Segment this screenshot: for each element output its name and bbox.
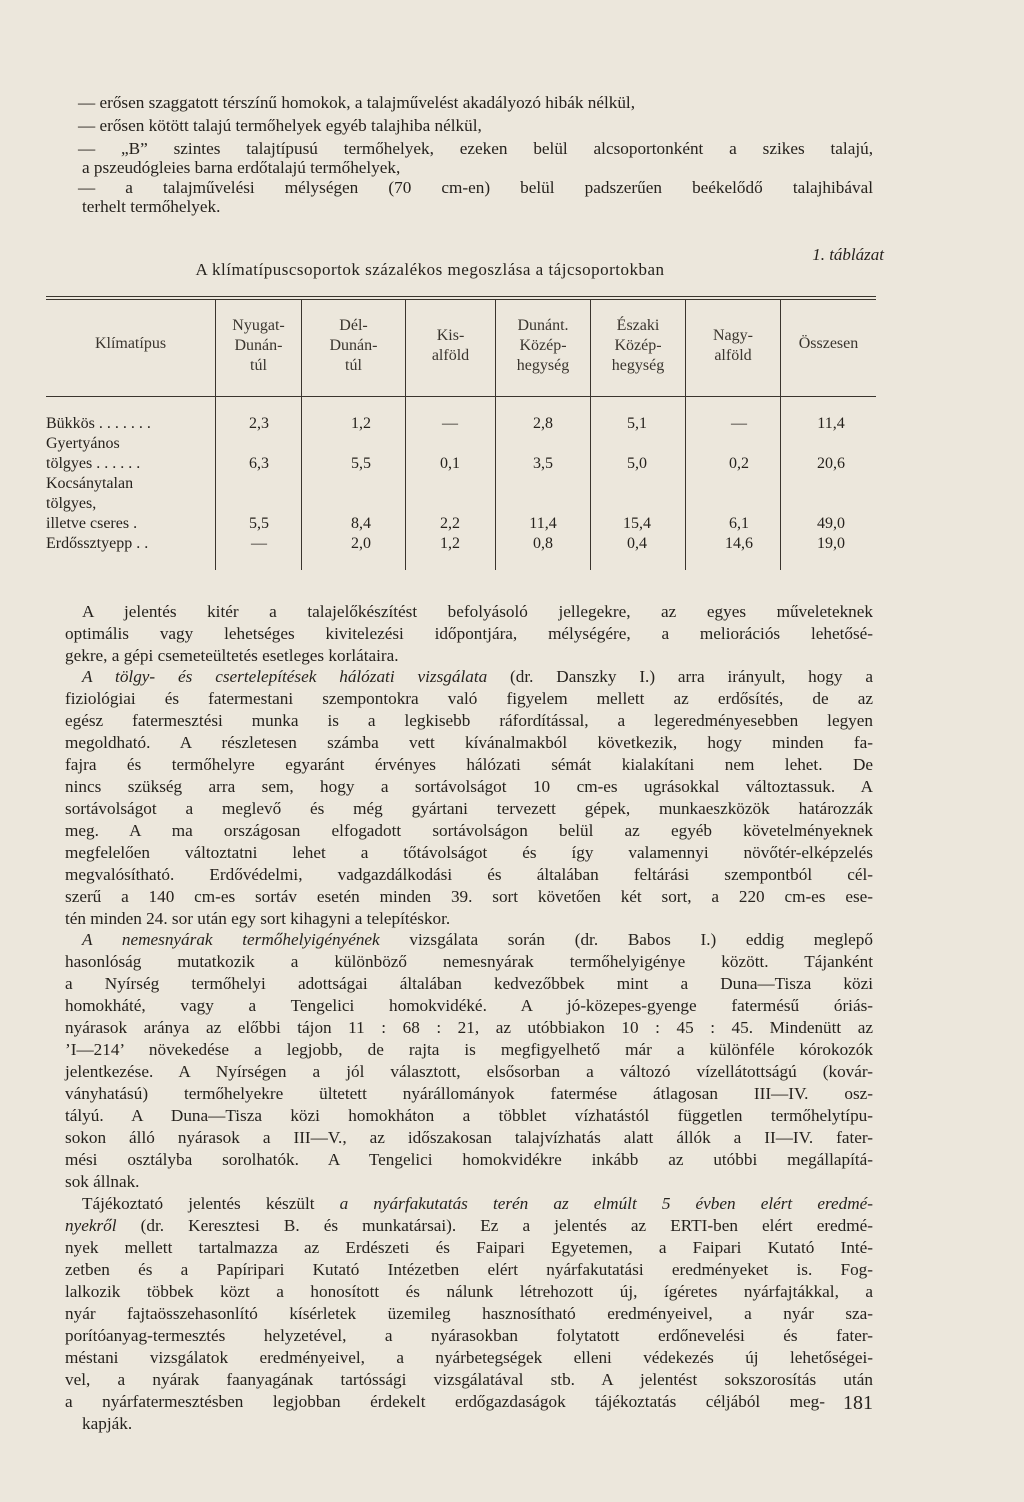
table-cell: 6,1 <box>729 515 749 532</box>
table-cell: 6,3 <box>249 455 269 472</box>
table-top-rule <box>46 296 876 297</box>
body-line: porítóanyag-termesztés helyzetével, a nyárasokban folytatott erdőnevelési és fater- <box>65 1326 873 1345</box>
body-line: megvalósítható. Erdővédelmi, vadgazdálkodási és általában feltárási szempontból cél- <box>65 865 873 884</box>
row-label: tölgyes, <box>46 495 97 512</box>
body-line-lead-2: nyekről (dr. Keresztesi B. és munkatársai). Ez a jelentés az ERTI-ben elért eredmé- <box>65 1216 873 1235</box>
row-label: illetve cseres . <box>46 515 138 532</box>
body-line: vel, a nyárak faanyagának tartóssági vizsgálatával stb. A jelentést sokszorosítás után <box>65 1370 873 1389</box>
body-line: szerű a 140 cm-es sortáv esetén minden 39. sort követően két sort, a 220 cm-es ese- <box>65 887 873 906</box>
body-line-lead: A tölgy- és cserteleрítések hálózati vizsgálata (dr. Danszky I.) arra irányult, hogy a <box>82 667 873 686</box>
table-title: A klímatípuscsoportok százalékos megoszlása a tájcsoportokban <box>195 260 665 279</box>
table-cell: 2,3 <box>249 415 269 432</box>
body-line: nyár fajtaösszehasonlító kísérletek üzemileg hasznosítható eredményeivel, a nyár sza- <box>65 1304 873 1323</box>
intro-line: a pszeudógleies barna erdőtalajú termőhelyek, <box>82 158 401 177</box>
body-line: A jelentés kitér a talajelőkészítést befolyásoló jellegekre, az egyes műveleteknek <box>82 602 873 621</box>
table-cell: 0,8 <box>533 535 553 552</box>
table-cell: — <box>442 415 458 432</box>
italic-title: A tölgy- és cserteleрítések hálózati vizsgálata <box>82 667 488 686</box>
table-cell: 15,4 <box>623 515 651 532</box>
header-nagyalfold: Nagy- alföld <box>713 327 753 364</box>
body-line: egész fatermesztési munka is a legkisebb ráfordítással, a legeredményesebben legyen <box>65 711 873 730</box>
intro-line: — erősen szaggatott térszínű homokok, a talajművelést akadályozó hibák nélkül, <box>78 93 635 112</box>
table-cell: 1,2 <box>351 415 371 432</box>
body-line: méstani vizsgálatok eredményeivel, a nyárbetegségek elleni védekezés új lehetőségei- <box>65 1348 873 1367</box>
intro-line: terhelt termőhelyek. <box>82 197 221 216</box>
table-cell: 2,8 <box>533 415 553 432</box>
body-line: fajra és termőhelyre egyaránt érvényes hálózati sémát kialakítani nem lehet. De <box>65 755 873 774</box>
body-line: tén minden 24. sor után egy sort kihagyni a telepítéskor. <box>65 909 451 928</box>
body-line: sok állnak. <box>65 1172 140 1191</box>
body-line: homokháté, vagy a Tengelici homokvidéké. A jó-közepes-gyenge fatermésű óriás- <box>65 996 873 1015</box>
header-osszesen: Összesen <box>798 335 859 352</box>
table-cell: 1,2 <box>440 535 460 552</box>
body-line: kapják. <box>82 1414 133 1433</box>
table-cell: 0,4 <box>627 535 647 552</box>
body-line: a nyárfatermesztésben legjobban érdekelt erdőgazdaságok tájékoztatás céljából meg- <box>65 1392 825 1411</box>
table-cell: 5,1 <box>627 415 647 432</box>
table-cell: 2,0 <box>351 535 371 552</box>
body-line: nyek mellett tartalmazza az Erdészeti és Faipari Egyetemen, a Faipari Kutató Inté- <box>65 1238 873 1257</box>
row-label: Gyertyános <box>46 435 120 452</box>
table-cell: 5,5 <box>351 455 371 472</box>
body-line: jelentkezése. A Nyírségen a jól választott, elsősorban a változó vízellátottságú (kovár- <box>65 1062 873 1081</box>
body-line-lead: Tájékoztató jelentés készült a nyárfakutatás terén az elmúlt 5 évben elért eredmé- <box>82 1194 873 1213</box>
body-line: fiziológiai és fatermestani szempontokra való figyelem mellett az erdősítés, de az <box>65 689 873 708</box>
body-line: zetben és a Papíripari Kutató Intézetben elért nyárfakutatási eredményeket is. Fog- <box>65 1260 873 1279</box>
body-line: a Nyírség termőhelyi adottságai általában kedvezőbbek mint a Duna—Tisza közi <box>65 974 873 993</box>
intro-line: — „B” szintes talajtípusú termőhelyek, ezeken belül alcsoportonként a szikes talajú, <box>78 139 873 158</box>
header-del-dunantul: Dél- Dunán- túl <box>329 317 378 374</box>
header-dunant-kozephegyseg: Dunánt. Közép- hegység <box>516 317 570 374</box>
table-cell: 0,2 <box>729 455 749 472</box>
body-line: sokon álló nyárasok a III—V., az időszakosan talajvízhatás alatt állók a II—IV. fater- <box>65 1128 873 1147</box>
body-line: ványhatású) termőhelyekre ültetett nyárállományok fatermése átlagosan III—IV. osz- <box>65 1084 873 1103</box>
header-kisalfold: Kis- alföld <box>431 327 470 364</box>
table-cell: 2,2 <box>440 515 460 532</box>
table-top-rule-2 <box>46 299 876 300</box>
page-number: 181 <box>843 1392 873 1414</box>
table-cell: 14,6 <box>725 535 753 552</box>
row-label: tölgyes . . . . . . <box>46 455 141 472</box>
body-line: hasonlóság mutatkozik a különböző nemesnyárak termőhelyigénye között. Tájanként <box>65 952 873 971</box>
table-cell: 11,4 <box>817 415 845 432</box>
intro-line: — erősen kötött talajú termőhelyek egyéb talajhiba nélkül, <box>78 116 482 135</box>
table-cell: 3,5 <box>533 455 553 472</box>
body-line: mési osztályba sorolhatók. A Tengelici homokvidékre inkább az utóbbi megállapítá- <box>65 1150 873 1169</box>
table-cell: — <box>251 535 267 552</box>
body-line: meg. A ma országosan elfogadott sortávolságon belül az egyéb követelményeknek <box>65 821 873 840</box>
italic-title: nyekről <box>65 1216 117 1235</box>
italic-title: A nemesnyárak termőhelyigényének <box>82 930 380 949</box>
table-cell: 19,0 <box>817 535 845 552</box>
body-line: gekre, a gépi csemeteültetés esetleges korlátaira. <box>65 646 399 665</box>
body-line: tályú. A Duna—Tisza közi homokháton a többlet vízhatástól független termőhelytípu- <box>65 1106 873 1125</box>
header-klimatipus: Klímatípus <box>94 335 167 352</box>
table-cell: 0,1 <box>440 455 460 472</box>
body-line: lalkozik többek közt a honosított és nálunk létrehozott új, ígéretes nyárfajtákkal, a <box>65 1282 873 1301</box>
row-label: Bükkös . . . . . . . <box>46 415 151 432</box>
body-line: optimális vagy lehetséges kivitelezési időpontjára, mélységére, a meliorációs lehetősé- <box>65 624 873 643</box>
table-cell: 5,0 <box>627 455 647 472</box>
header-eszaki-kozephegyseg: Északi Közép- hegység <box>611 317 665 374</box>
table-header-rule <box>46 396 876 397</box>
table-cell: 11,4 <box>529 515 557 532</box>
body-line-lead: A nemesnyárak termőhelyigényének vizsgálata során (dr. Babos I.) eddig meglepő <box>82 930 873 949</box>
body-line: ’I—214’ növekedése a legjobb, de rajta is megfigyelhető már a különféle kórokozók <box>65 1040 873 1059</box>
italic-title: a nyárfakutatás terén az elmúlt 5 évben elért eredmé- <box>339 1194 873 1213</box>
body-line: nincs szükség arra sem, hogy a sortávolságot 10 cm-es ugrásokkal változtassuk. A <box>65 777 873 796</box>
table-cell: — <box>731 415 747 432</box>
table-cell: 5,5 <box>249 515 269 532</box>
table-cell: 8,4 <box>351 515 371 532</box>
body-line: sortávolságot a meglevő és még gyártani tervezett gépek, munkaeszközök határozzák <box>65 799 873 818</box>
intro-line: — a talajművelési mélységen (70 cm-en) belül padszerűen beékelődő talajhibával <box>78 178 873 197</box>
body-line: megoldható. A részletesen számba vett kívánalmakból következik, hogy minden fa- <box>65 733 873 752</box>
row-label: Erdőssztyepp . . <box>46 535 149 552</box>
row-label: Kocsánytalan <box>46 475 134 492</box>
body-line: megfelelően változtatni lehet a tőtávolságot és így valamennyi növőtér-elképzelés <box>65 843 873 862</box>
header-nyugat-dunantul: Nyugat- Dunán- túl <box>232 317 285 374</box>
body-line: nyárasok aránya az előbbi tájon 11 : 68 : 21, az utóbbiakon 10 : 45 : 45. Mindenütt az <box>65 1018 873 1037</box>
table-cell: 49,0 <box>817 515 845 532</box>
table-caption: 1. táblázat <box>812 245 884 264</box>
table-cell: 20,6 <box>817 455 845 472</box>
